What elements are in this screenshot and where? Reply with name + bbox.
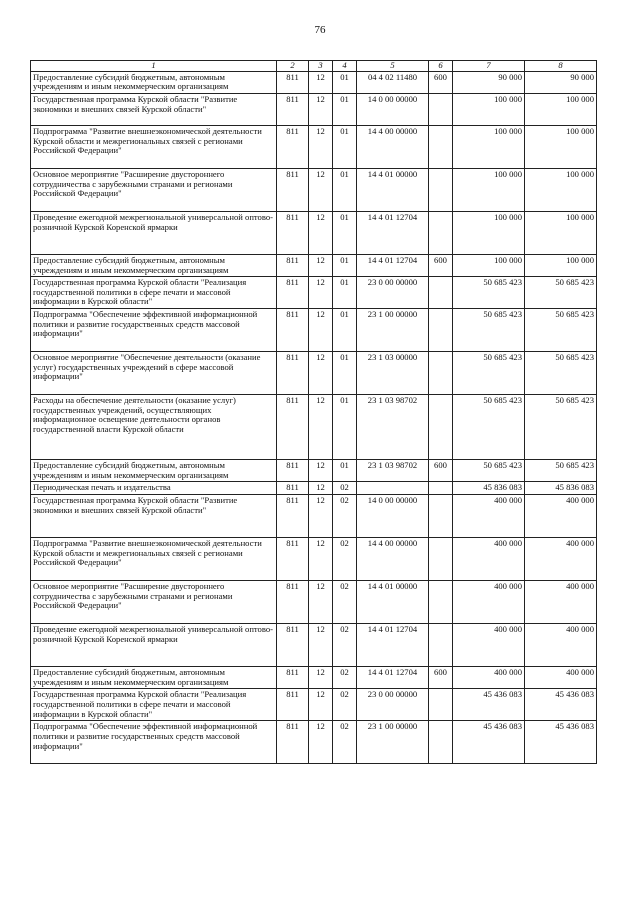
- section-code: 12: [309, 460, 333, 482]
- target-article-code: 23 0 00 00000: [357, 277, 429, 309]
- column-header: 7: [453, 61, 525, 72]
- table-row: [31, 71, 597, 93]
- section-code: 12: [309, 721, 333, 764]
- ministry-code: 811: [277, 667, 309, 689]
- table-row: [31, 125, 597, 168]
- section-code: 12: [309, 277, 333, 309]
- table-row: [31, 667, 597, 689]
- table-header-row: [31, 61, 597, 72]
- section-code: 12: [309, 689, 333, 721]
- target-article-code: 23 1 03 98702: [357, 460, 429, 482]
- ministry-code: 811: [277, 125, 309, 168]
- amount-year-1: 50 685 423: [453, 395, 525, 460]
- amount-year-2: 400 000: [525, 538, 597, 581]
- amount-year-1: 45 836 083: [453, 482, 525, 495]
- subsection-code: 01: [333, 211, 357, 254]
- amount-year-2: 400 000: [525, 495, 597, 538]
- row-description: Государственная программа Курской области "Реализация государственной политики в сфере печати и массовой информации в Курской области": [31, 277, 277, 309]
- expense-type-code: [429, 277, 453, 309]
- table-row: [31, 352, 597, 395]
- amount-year-2: 400 000: [525, 667, 597, 689]
- amount-year-2: 50 685 423: [525, 460, 597, 482]
- amount-year-1: 400 000: [453, 624, 525, 667]
- section-code: 12: [309, 93, 333, 125]
- section-code: 12: [309, 211, 333, 254]
- ministry-code: 811: [277, 395, 309, 460]
- target-article-code: 14 4 01 12704: [357, 667, 429, 689]
- table-row: [31, 482, 597, 495]
- row-description: Предоставление субсидий бюджетным, автономным учреждениям и иным некоммерческим организациям: [31, 71, 277, 93]
- section-code: 12: [309, 125, 333, 168]
- column-header: 5: [357, 61, 429, 72]
- expense-type-code: 600: [429, 71, 453, 93]
- amount-year-2: 100 000: [525, 211, 597, 254]
- table-row: [31, 581, 597, 624]
- ministry-code: 811: [277, 168, 309, 211]
- subsection-code: 01: [333, 460, 357, 482]
- expense-type-code: [429, 168, 453, 211]
- subsection-code: 02: [333, 495, 357, 538]
- row-description: Подпрограмма "Обеспечение эффективной информационной политики и развитие государственных средств массовой информации": [31, 309, 277, 352]
- target-article-code: 14 4 01 00000: [357, 168, 429, 211]
- amount-year-2: 45 836 083: [525, 482, 597, 495]
- row-description: Проведение ежегодной межрегиональной универсальной оптово-розничной Курской Коренской ярмарки: [31, 624, 277, 667]
- ministry-code: 811: [277, 277, 309, 309]
- amount-year-1: 400 000: [453, 495, 525, 538]
- ministry-code: 811: [277, 721, 309, 764]
- target-article-code: [357, 482, 429, 495]
- expense-type-code: [429, 581, 453, 624]
- row-description: Предоставление субсидий бюджетным, автономным учреждениям и иным некоммерческим организациям: [31, 667, 277, 689]
- table-row: [31, 538, 597, 581]
- amount-year-2: 100 000: [525, 125, 597, 168]
- amount-year-2: 100 000: [525, 93, 597, 125]
- column-header: 4: [333, 61, 357, 72]
- ministry-code: 811: [277, 624, 309, 667]
- column-header: 6: [429, 61, 453, 72]
- ministry-code: 811: [277, 352, 309, 395]
- table-row: [31, 309, 597, 352]
- amount-year-2: 400 000: [525, 624, 597, 667]
- section-code: 12: [309, 352, 333, 395]
- section-code: 12: [309, 168, 333, 211]
- amount-year-2: 50 685 423: [525, 309, 597, 352]
- amount-year-1: 50 685 423: [453, 309, 525, 352]
- expense-type-code: [429, 538, 453, 581]
- amount-year-2: 50 685 423: [525, 277, 597, 309]
- table-row: [31, 211, 597, 254]
- table-row: [31, 168, 597, 211]
- amount-year-1: 100 000: [453, 168, 525, 211]
- row-description: Предоставление субсидий бюджетным, автономным учреждениям и иным некоммерческим организациям: [31, 254, 277, 276]
- table-row: [31, 689, 597, 721]
- subsection-code: 01: [333, 352, 357, 395]
- ministry-code: 811: [277, 211, 309, 254]
- subsection-code: 01: [333, 125, 357, 168]
- expense-type-code: [429, 624, 453, 667]
- amount-year-2: 400 000: [525, 581, 597, 624]
- budget-table: [30, 60, 597, 764]
- target-article-code: 14 0 00 00000: [357, 93, 429, 125]
- amount-year-2: 50 685 423: [525, 395, 597, 460]
- section-code: 12: [309, 254, 333, 276]
- expense-type-code: [429, 309, 453, 352]
- target-article-code: 14 4 01 12704: [357, 211, 429, 254]
- subsection-code: 01: [333, 277, 357, 309]
- section-code: 12: [309, 667, 333, 689]
- target-article-code: 14 4 00 00000: [357, 538, 429, 581]
- table-row: [31, 624, 597, 667]
- ministry-code: 811: [277, 495, 309, 538]
- subsection-code: 02: [333, 721, 357, 764]
- expense-type-code: 600: [429, 460, 453, 482]
- section-code: 12: [309, 395, 333, 460]
- expense-type-code: [429, 689, 453, 721]
- amount-year-1: 100 000: [453, 93, 525, 125]
- target-article-code: 14 4 01 12704: [357, 254, 429, 276]
- amount-year-1: 100 000: [453, 211, 525, 254]
- amount-year-1: 90 000: [453, 71, 525, 93]
- expense-type-code: [429, 495, 453, 538]
- column-header: 8: [525, 61, 597, 72]
- target-article-code: 04 4 02 11480: [357, 71, 429, 93]
- subsection-code: 02: [333, 581, 357, 624]
- amount-year-1: 50 685 423: [453, 460, 525, 482]
- target-article-code: 23 0 00 00000: [357, 689, 429, 721]
- expense-type-code: [429, 395, 453, 460]
- expense-type-code: [429, 721, 453, 764]
- expense-type-code: [429, 211, 453, 254]
- amount-year-1: 100 000: [453, 125, 525, 168]
- section-code: 12: [309, 309, 333, 352]
- column-header: 1: [31, 61, 277, 72]
- amount-year-1: 400 000: [453, 581, 525, 624]
- table-row: [31, 395, 597, 460]
- subsection-code: 01: [333, 168, 357, 211]
- section-code: 12: [309, 482, 333, 495]
- ministry-code: 811: [277, 254, 309, 276]
- subsection-code: 01: [333, 254, 357, 276]
- expense-type-code: 600: [429, 667, 453, 689]
- row-description: Подпрограмма "Развитие внешнеэкономической деятельности Курской области и межрегиональных связей с регионами Российской Федерации": [31, 125, 277, 168]
- subsection-code: 02: [333, 667, 357, 689]
- ministry-code: 811: [277, 689, 309, 721]
- subsection-code: 01: [333, 395, 357, 460]
- section-code: 12: [309, 624, 333, 667]
- target-article-code: 23 1 03 00000: [357, 352, 429, 395]
- target-article-code: 14 4 01 12704: [357, 624, 429, 667]
- row-description: Государственная программа Курской области "Реализация государственной политики в сфере печати и массовой информации в Курской области": [31, 689, 277, 721]
- table-row: [31, 460, 597, 482]
- target-article-code: 23 1 00 00000: [357, 309, 429, 352]
- target-article-code: 14 4 00 00000: [357, 125, 429, 168]
- expense-type-code: [429, 352, 453, 395]
- expense-type-code: [429, 482, 453, 495]
- target-article-code: 14 4 01 00000: [357, 581, 429, 624]
- column-header: 2: [277, 61, 309, 72]
- target-article-code: 14 0 00 00000: [357, 495, 429, 538]
- subsection-code: 02: [333, 482, 357, 495]
- amount-year-2: 45 436 083: [525, 689, 597, 721]
- amount-year-1: 50 685 423: [453, 277, 525, 309]
- target-article-code: 23 1 00 00000: [357, 721, 429, 764]
- amount-year-1: 400 000: [453, 538, 525, 581]
- expense-type-code: 600: [429, 254, 453, 276]
- section-code: 12: [309, 581, 333, 624]
- amount-year-1: 45 436 083: [453, 721, 525, 764]
- row-description: Основное мероприятие "Расширение двустороннего сотрудничества с зарубежными странами и регионами Российской Федерации": [31, 168, 277, 211]
- section-code: 12: [309, 495, 333, 538]
- amount-year-2: 50 685 423: [525, 352, 597, 395]
- ministry-code: 811: [277, 482, 309, 495]
- subsection-code: 02: [333, 689, 357, 721]
- row-description: Государственная программа Курской области "Развитие экономики и внешних связей Курской области": [31, 93, 277, 125]
- ministry-code: 811: [277, 538, 309, 581]
- table-row: [31, 93, 597, 125]
- amount-year-1: 45 436 083: [453, 689, 525, 721]
- row-description: Предоставление субсидий бюджетным, автономным учреждениям и иным некоммерческим организациям: [31, 460, 277, 482]
- target-article-code: 23 1 03 98702: [357, 395, 429, 460]
- page-number: 76: [314, 24, 326, 36]
- ministry-code: 811: [277, 71, 309, 93]
- subsection-code: 02: [333, 624, 357, 667]
- row-description: Государственная программа Курской области "Развитие экономики и внешних связей Курской области": [31, 495, 277, 538]
- amount-year-1: 50 685 423: [453, 352, 525, 395]
- row-description: Основное мероприятие "Расширение двустороннего сотрудничества с зарубежными странами и регионами Российской Федерации": [31, 581, 277, 624]
- amount-year-1: 400 000: [453, 667, 525, 689]
- amount-year-2: 90 000: [525, 71, 597, 93]
- row-description: Проведение ежегодной межрегиональной универсальной оптово-розничной Курской Коренской ярмарки: [31, 211, 277, 254]
- row-description: Подпрограмма "Обеспечение эффективной информационной политики и развитие государственных средств массовой информации": [31, 721, 277, 764]
- table-row: [31, 254, 597, 276]
- subsection-code: 01: [333, 93, 357, 125]
- ministry-code: 811: [277, 93, 309, 125]
- amount-year-1: 100 000: [453, 254, 525, 276]
- subsection-code: 01: [333, 71, 357, 93]
- ministry-code: 811: [277, 309, 309, 352]
- row-description: Основное мероприятие "Обеспечение деятельности (оказание услуг) государственных учреждений в сфере массовой информации": [31, 352, 277, 395]
- subsection-code: 01: [333, 309, 357, 352]
- table-row: [31, 277, 597, 309]
- amount-year-2: 100 000: [525, 168, 597, 211]
- row-description: Подпрограмма "Развитие внешнеэкономической деятельности Курской области и межрегиональных связей с регионами Российской Федерации": [31, 538, 277, 581]
- amount-year-2: 100 000: [525, 254, 597, 276]
- section-code: 12: [309, 538, 333, 581]
- row-description: Расходы на обеспечение деятельности (оказание услуг) государственных учреждений, осуществляющих информационное освещение деятельности органов государственной власти Курской области: [31, 395, 277, 460]
- expense-type-code: [429, 125, 453, 168]
- subsection-code: 02: [333, 538, 357, 581]
- table-body: [31, 71, 597, 764]
- table-row: [31, 495, 597, 538]
- table-row: [31, 721, 597, 764]
- amount-year-2: 45 436 083: [525, 721, 597, 764]
- ministry-code: 811: [277, 581, 309, 624]
- ministry-code: 811: [277, 460, 309, 482]
- expense-type-code: [429, 93, 453, 125]
- row-description: Периодическая печать и издательства: [31, 482, 277, 495]
- section-code: 12: [309, 71, 333, 93]
- column-header: 3: [309, 61, 333, 72]
